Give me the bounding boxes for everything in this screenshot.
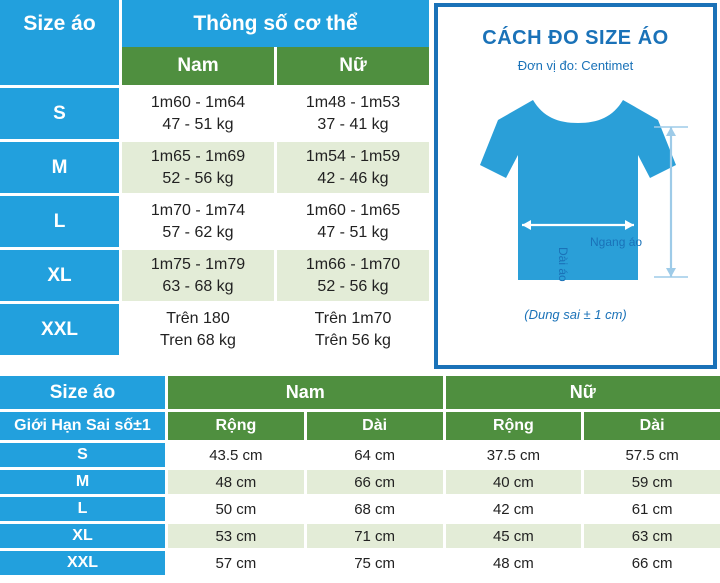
- female-measure-cell: [277, 301, 429, 355]
- gender-header-female: Nữ: [277, 47, 429, 85]
- width-label: Ngang áo: [590, 235, 643, 249]
- value-cell: 48 cm: [446, 548, 585, 575]
- female-weight: 42 - 46 kg: [317, 169, 389, 187]
- size-label: XL: [0, 521, 168, 548]
- size-label: L: [0, 494, 168, 521]
- female-height: 1m60 - 1m65: [305, 201, 401, 219]
- male-height: Trên 180: [166, 309, 230, 327]
- size-column-header: Size áo: [0, 0, 122, 47]
- male-weight: Tren 68 kg: [160, 331, 236, 349]
- size-label: M: [0, 139, 122, 193]
- male-height: 1m70 - 1m74: [150, 201, 246, 219]
- female-weight: Trên 56 kg: [315, 331, 391, 349]
- diagram-title: CÁCH ĐO SIZE ÁO: [482, 27, 669, 49]
- shirt-illustration: [438, 75, 720, 305]
- value-cell: 63 cm: [584, 521, 720, 548]
- male-weight: 52 - 56 kg: [162, 169, 234, 187]
- female-measure-cell: [277, 193, 429, 247]
- male-weight: 57 - 62 kg: [162, 223, 234, 241]
- size-label: M: [0, 467, 168, 494]
- value-cell: 66 cm: [584, 548, 720, 575]
- male-measure-cell: [122, 301, 277, 355]
- value-cell: 64 cm: [307, 440, 446, 467]
- male-height: 1m60 - 1m64: [150, 93, 246, 111]
- female-weight: 52 - 56 kg: [317, 277, 389, 295]
- value-cell: 71 cm: [307, 521, 446, 548]
- value-cell: 53 cm: [168, 521, 307, 548]
- size-column-spacer: [0, 47, 122, 85]
- tolerance-note: (Dung sai ± 1 cm): [524, 307, 627, 322]
- table-row: [0, 494, 720, 521]
- value-cell: 57.5 cm: [584, 440, 720, 467]
- male-height: 1m65 - 1m69: [150, 147, 246, 165]
- value-cell: 45 cm: [446, 521, 585, 548]
- measure-header-female-length: Dài: [584, 409, 720, 440]
- male-measure-cell: [122, 247, 277, 301]
- bottom-gender-header-female: Nữ: [446, 376, 720, 409]
- size-label: L: [0, 193, 122, 247]
- value-cell: 50 cm: [168, 494, 307, 521]
- tolerance-label: Giới Hạn Sai số±1: [0, 409, 168, 440]
- measure-header-female-width: Rộng: [446, 409, 585, 440]
- female-height: 1m48 - 1m53: [305, 93, 401, 111]
- size-label: XXL: [0, 548, 168, 575]
- table-row: [0, 193, 429, 247]
- value-cell: 57 cm: [168, 548, 307, 575]
- female-measure-cell: [277, 85, 429, 139]
- female-weight: 37 - 41 kg: [317, 115, 389, 133]
- measure-header-male-length: Dài: [307, 409, 446, 440]
- value-cell: 68 cm: [307, 494, 446, 521]
- size-label: XL: [0, 247, 122, 301]
- female-measure-cell: [277, 247, 429, 301]
- table-row: [0, 548, 720, 575]
- value-cell: 48 cm: [168, 467, 307, 494]
- table-header-row: [0, 0, 429, 47]
- table-subheader-row: [0, 47, 429, 85]
- value-cell: 66 cm: [307, 467, 446, 494]
- table-row: [0, 85, 429, 139]
- male-weight: 47 - 51 kg: [162, 115, 234, 133]
- bottom-subheader-row: [0, 409, 720, 440]
- male-weight: 63 - 68 kg: [162, 277, 234, 295]
- bottom-size-column-header: Size áo: [0, 376, 168, 409]
- table-row: [0, 139, 429, 193]
- table-row: [0, 521, 720, 548]
- value-cell: 43.5 cm: [168, 440, 307, 467]
- value-cell: 42 cm: [446, 494, 585, 521]
- bottom-header-row: [0, 376, 720, 409]
- measure-header-male-width: Rộng: [168, 409, 307, 440]
- female-height: 1m54 - 1m59: [305, 147, 401, 165]
- gender-header-male: Nam: [122, 47, 277, 85]
- value-cell: 59 cm: [584, 467, 720, 494]
- value-cell: 75 cm: [307, 548, 446, 575]
- female-height: Trên 1m70: [314, 309, 392, 327]
- female-measure-cell: [277, 139, 429, 193]
- male-height: 1m75 - 1m79: [150, 255, 246, 273]
- size-label: XXL: [0, 301, 122, 355]
- tshirt-icon: [438, 75, 720, 305]
- value-cell: 37.5 cm: [446, 440, 585, 467]
- bottom-gender-header-male: Nam: [168, 376, 446, 409]
- female-height: 1m66 - 1m70: [305, 255, 401, 273]
- male-measure-cell: [122, 193, 277, 247]
- female-weight: 47 - 51 kg: [317, 223, 389, 241]
- measurement-diagram-panel: [434, 3, 717, 369]
- male-measure-cell: [122, 85, 277, 139]
- length-label: Dài áo: [556, 247, 570, 282]
- value-cell: 61 cm: [584, 494, 720, 521]
- male-measure-cell: [122, 139, 277, 193]
- table-row: [0, 247, 429, 301]
- garment-measurements-table: [0, 376, 720, 583]
- size-label: S: [0, 85, 122, 139]
- size-label: S: [0, 440, 168, 467]
- value-cell: 40 cm: [446, 467, 585, 494]
- table-row: [0, 301, 429, 355]
- body-spec-header: Thông số cơ thể: [122, 0, 429, 47]
- table-row: [0, 440, 720, 467]
- body-measurements-table: [0, 0, 429, 372]
- diagram-subtitle: Đơn vị đo: Centimet: [517, 58, 634, 73]
- table-row: [0, 467, 720, 494]
